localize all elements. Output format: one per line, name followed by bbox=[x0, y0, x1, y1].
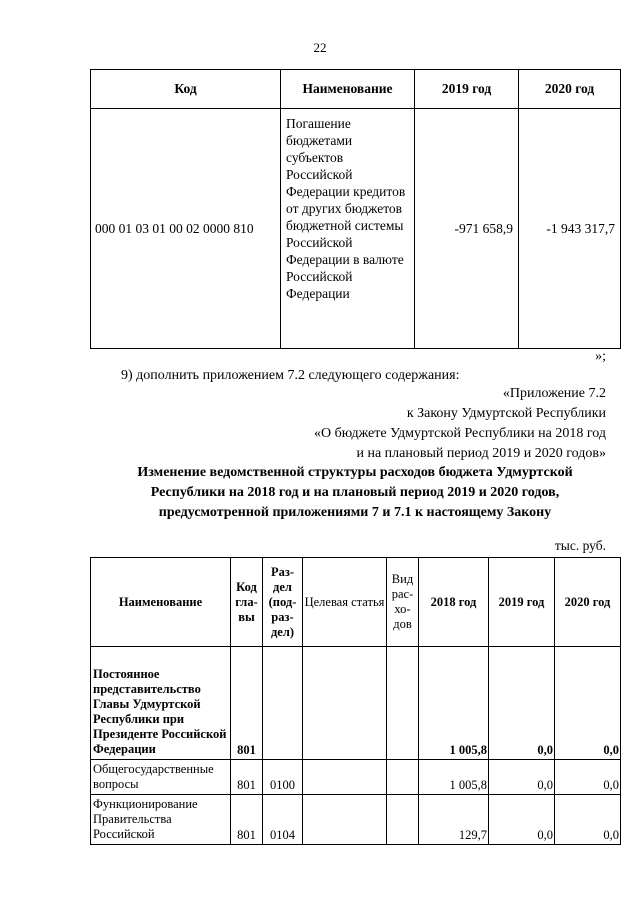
row-2018: 1 005,8 bbox=[419, 760, 489, 795]
header-code: Код bbox=[91, 70, 281, 109]
expenditure-table bbox=[90, 557, 621, 845]
row-2020: 0,0 bbox=[555, 795, 621, 845]
header-2020: 2020 год bbox=[519, 70, 621, 109]
item-9-text: 9) дополнить приложением 7.2 следующего содержания: bbox=[121, 368, 460, 383]
quote-end: »; bbox=[595, 349, 606, 364]
header-name: Наименование bbox=[91, 558, 231, 647]
table-row bbox=[91, 109, 621, 349]
appendix-line: и на плановый период 2019 и 2020 годов» bbox=[356, 446, 606, 461]
page-number: 22 bbox=[313, 40, 327, 55]
sources-table bbox=[90, 69, 621, 349]
row-2019: 0,0 bbox=[489, 647, 555, 760]
row-2019: -971 658,9 bbox=[415, 109, 519, 349]
row-2020: 0,0 bbox=[555, 760, 621, 795]
header-chapter-code: Код гла- вы bbox=[231, 558, 263, 647]
header-2019: 2019 год bbox=[415, 70, 519, 109]
header-section: Раз- дел (под- раз- дел) bbox=[263, 558, 303, 647]
row-target-article bbox=[303, 647, 387, 760]
row-expense-type bbox=[387, 647, 419, 760]
row-section: 0104 bbox=[263, 795, 303, 845]
row-2019: 0,0 bbox=[489, 795, 555, 845]
row-2020: -1 943 317,7 bbox=[519, 109, 621, 349]
header-2020: 2020 год bbox=[555, 558, 621, 647]
sources-table-header bbox=[91, 70, 621, 109]
row-expense-type bbox=[387, 795, 419, 845]
table-row bbox=[91, 760, 621, 795]
header-2018: 2018 год bbox=[419, 558, 489, 647]
expenditure-table-header bbox=[91, 558, 621, 647]
appendix-reference bbox=[314, 384, 606, 464]
units-label: тыс. руб. bbox=[554, 538, 606, 553]
header-name: Наименование bbox=[281, 70, 415, 109]
header-2019: 2019 год bbox=[489, 558, 555, 647]
row-name: Общегосударственные вопросы bbox=[91, 760, 231, 795]
section-heading bbox=[90, 463, 620, 523]
appendix-line: «О бюджете Удмуртской Республики на 2018 год bbox=[313, 426, 606, 441]
table-row bbox=[91, 647, 621, 760]
appendix-line: «Приложение 7.2 bbox=[502, 386, 606, 401]
row-2018: 129,7 bbox=[419, 795, 489, 845]
row-name: Функционирование Правительства Российской bbox=[91, 795, 231, 845]
row-chapter-code: 801 bbox=[231, 795, 263, 845]
row-section bbox=[263, 647, 303, 760]
row-target-article bbox=[303, 795, 387, 845]
row-code: 000 01 03 01 00 02 0000 810 bbox=[91, 109, 281, 349]
row-2020: 0,0 bbox=[555, 647, 621, 760]
row-name: Постоянное представительство Главы Удмуртской Республики при Президенте Российской Федерации bbox=[91, 647, 231, 760]
header-expense-type: Вид рас- хо- дов bbox=[387, 558, 419, 647]
row-2018: 1 005,8 bbox=[419, 647, 489, 760]
heading-line: Республики на 2018 год и на плановый период 2019 и 2020 годов, bbox=[150, 485, 560, 500]
row-expense-type bbox=[387, 760, 419, 795]
row-chapter-code: 801 bbox=[231, 760, 263, 795]
row-target-article bbox=[303, 760, 387, 795]
header-target-article: Целевая статья bbox=[303, 558, 387, 647]
row-name: Погашение бюджетами субъектов Российской Федерации кредитов от других бюджетов бюджетной системы Российской Федерации в валюте Российской Федерации bbox=[281, 109, 415, 349]
row-chapter-code: 801 bbox=[231, 647, 263, 760]
row-2019: 0,0 bbox=[489, 760, 555, 795]
heading-line: предусмотренной приложениями 7 и 7.1 к настоящему Закону bbox=[158, 505, 552, 520]
table-row bbox=[91, 795, 621, 845]
appendix-line: к Закону Удмуртской Республики bbox=[406, 406, 606, 421]
row-section: 0100 bbox=[263, 760, 303, 795]
heading-line: Изменение ведомственной структуры расходов бюджета Удмуртской bbox=[137, 465, 573, 480]
